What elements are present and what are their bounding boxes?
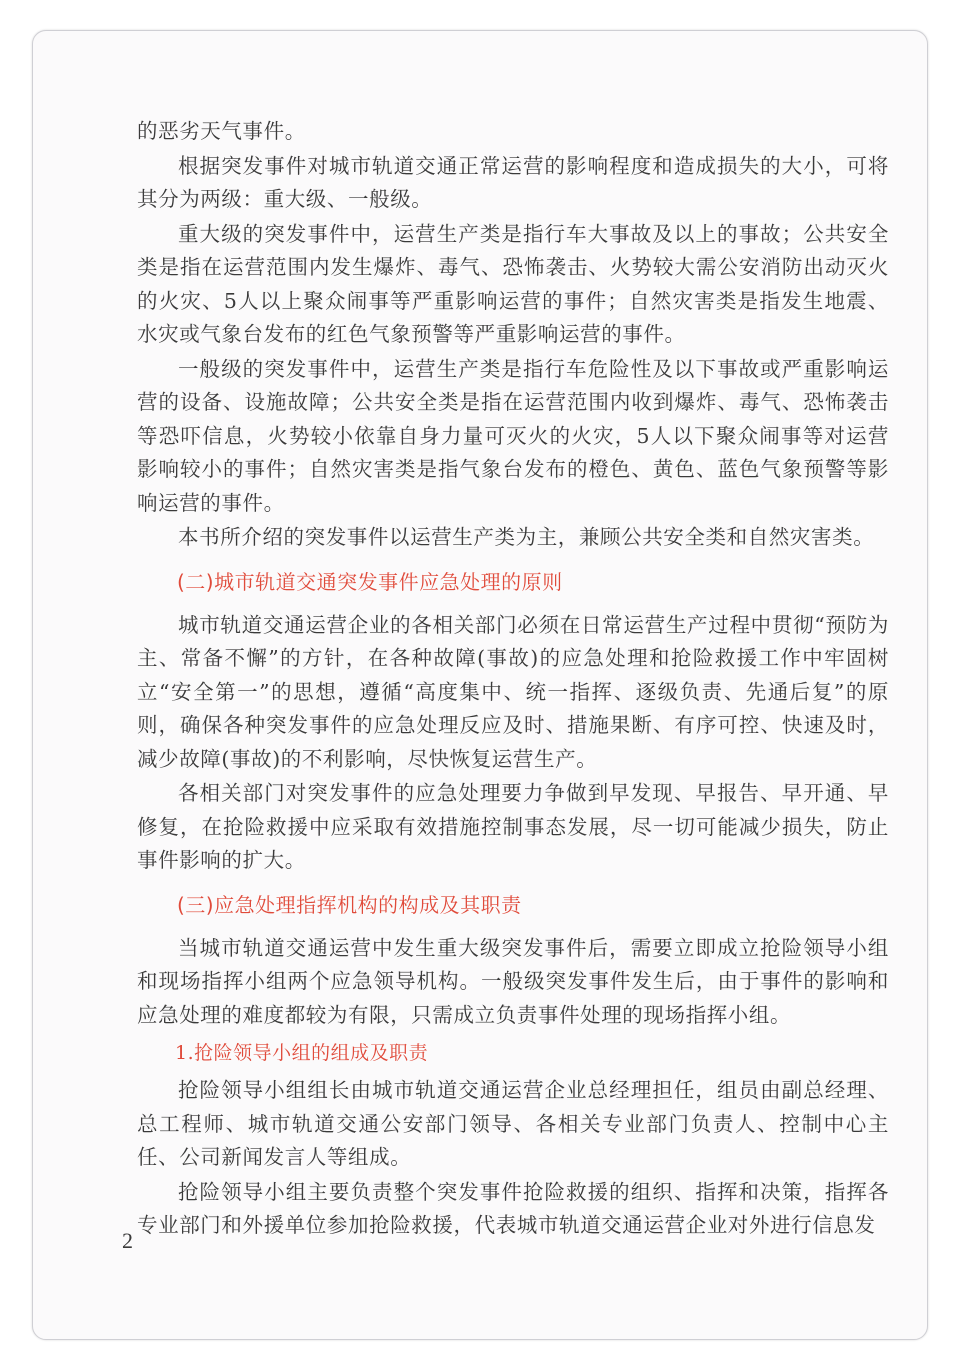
document-page [32, 30, 928, 1340]
document-body [137, 115, 889, 1243]
paragraph: 的恶劣天气事件。 [137, 119, 306, 143]
paragraph: 抢险领导小组组长由城市轨道交通运营企业总经理担任，组员由副总经理、总工程师、城市轨道交通公安部门领导、各相关专业部门负责人、控制中心主任、公司新闻发言人等组成。 [137, 1078, 889, 1169]
paragraph: 各相关部门对突发事件的应急处理要力争做到早发现、早报告、早开通、早修复，在抢险救援中应采取有效措施控制事态发展，尽一切可能减少损失，防止事件影响的扩大。 [137, 781, 889, 872]
paragraph: 一般级的突发事件中，运营生产类是指行车危险性及以下事故或严重影响运营的设备、设施故障；公共安全类是指在运营范围内收到爆炸、毒气、恐怖袭击等恐吓信息，火势较小依靠自身力量可灭火的火灾，5人以下聚众闹事等对运营影响较小的事件；自然灾害类是指气象台发布的橙色、黄色、蓝色气象预警等影响运营的事件。 [137, 356, 889, 515]
paragraph: 当城市轨道交通运营中发生重大级突发事件后，需要立即成立抢险领导小组和现场指挥小组两个应急领导机构。一般级突发事件发生后，由于事件的影响和应急处理的难度都较为有限，只需成立负责事件处理的现场指挥小组。 [137, 935, 889, 1027]
paragraph: 抢险领导小组主要负责整个突发事件抢险救援的组织、指挥和决策，指挥各专业部门和外援单位参加抢险救援，代表城市轨道交通运营企业对外进行信息发 [137, 1179, 889, 1237]
paragraph: 城市轨道交通运营企业的各相关部门必须在日常运营生产过程中贯彻“预防为主、常备不懈”的方针，在各种故障(事故)的应急处理和抢险救援工作中牢固树立“安全第一”的思想，遵循“高度集中、统一指挥、逐级负责、先通后复”的原则，确保各种突发事件的应急处理反应及时、措施果断、有序可控、快速及时，减少故障(事故)的不利影响，尽快恢复运营生产。 [137, 612, 889, 771]
section-heading-command-structure: (三)应急处理指挥机构的构成及其职责 [177, 892, 522, 917]
page-number: 2 [122, 1228, 133, 1253]
paragraph: 本书所介绍的突发事件以运营生产类为主，兼顾公共安全类和自然灾害类。 [178, 525, 875, 549]
section-heading-principles: (二)城市轨道交通突发事件应急处理的原则 [177, 569, 563, 594]
paragraph: 重大级的突发事件中，运营生产类是指行车大事故及以上的事故；公共安全类是指在运营范围内发生爆炸、毒气、恐怖袭击、火势较大需公安消防出动灭火的火灾、5人以上聚众闹事等严重影响运营的事件；自然灾害类是指发生地震、水灾或气象台发布的红色气象预警等严重影响运营的事件。 [137, 221, 889, 346]
subsection-heading-leadership-group: 1.抢险领导小组的组成及职责 [175, 1042, 429, 1064]
paragraph: 根据突发事件对城市轨道交通正常运营的影响程度和造成损失的大小，可将其分为两级：重大级、一般级。 [137, 153, 889, 211]
